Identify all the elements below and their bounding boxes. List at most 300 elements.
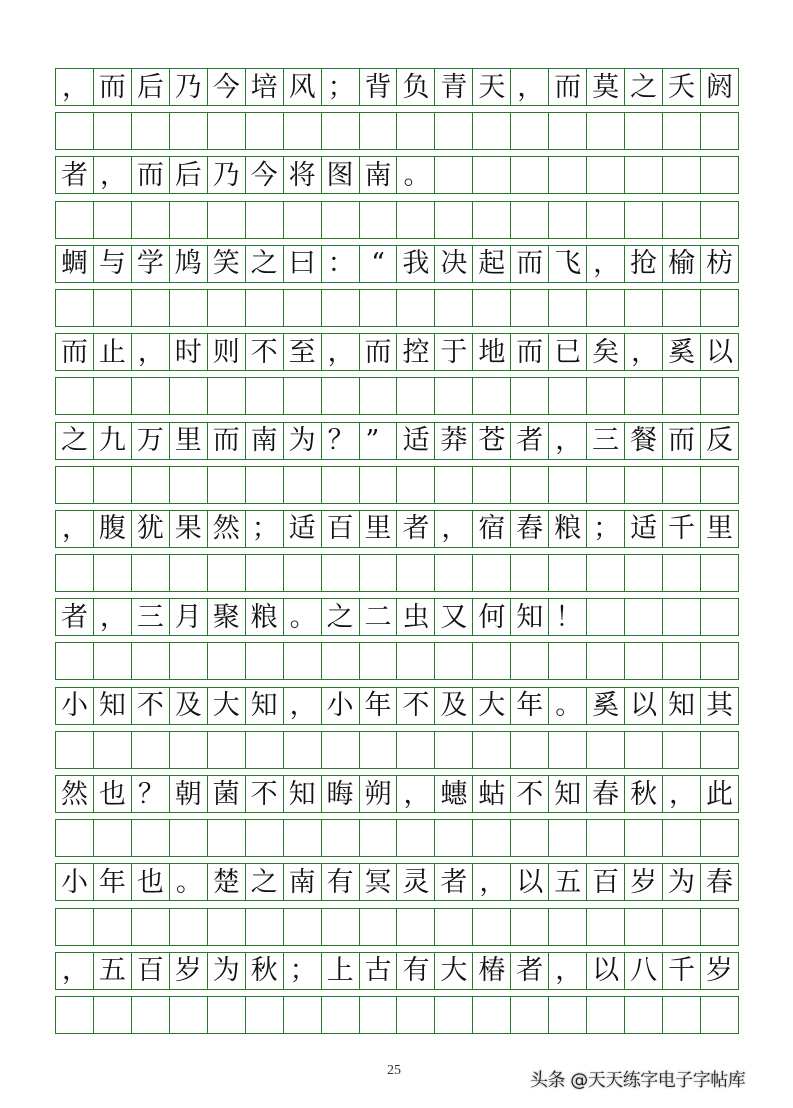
blank-cell xyxy=(132,113,170,149)
blank-practice-row xyxy=(55,466,739,504)
blank-cell xyxy=(435,643,473,679)
blank-cell xyxy=(435,732,473,768)
blank-cell xyxy=(473,113,511,149)
blank-cell xyxy=(625,732,663,768)
text-row xyxy=(55,156,739,194)
character-cell: 菌 xyxy=(208,776,246,812)
blank-cell xyxy=(208,378,246,414)
blank-cell xyxy=(284,467,322,503)
blank-practice-row xyxy=(55,289,739,327)
character-cell: ； xyxy=(246,511,284,547)
character-cell: 而 xyxy=(208,423,246,459)
character-cell: 果 xyxy=(170,511,208,547)
blank-cell xyxy=(94,820,132,856)
blank-cell xyxy=(587,909,625,945)
blank-cell xyxy=(397,555,435,591)
blank-practice-row xyxy=(55,201,739,239)
character-cell: ， xyxy=(56,953,94,989)
blank-practice-row xyxy=(55,996,739,1034)
character-cell: 天 xyxy=(473,69,511,105)
character-cell: 椿 xyxy=(473,953,511,989)
character-cell: 也 xyxy=(94,776,132,812)
blank-cell xyxy=(397,290,435,326)
blank-cell xyxy=(701,997,739,1033)
blank-cell xyxy=(94,997,132,1033)
character-cell: 已 xyxy=(549,334,587,370)
character-cell: 而 xyxy=(663,423,701,459)
blank-cell xyxy=(701,555,739,591)
blank-cell xyxy=(587,732,625,768)
character-cell: 里 xyxy=(170,423,208,459)
blank-cell xyxy=(701,820,739,856)
character-cell: ， xyxy=(284,688,322,724)
blank-cell xyxy=(587,997,625,1033)
blank-cell xyxy=(587,378,625,414)
character-cell: 春 xyxy=(701,864,739,900)
blank-cell xyxy=(511,113,549,149)
character-cell: ？ xyxy=(322,423,360,459)
blank-cell xyxy=(208,555,246,591)
character-cell: ， xyxy=(56,69,94,105)
character-cell: 百 xyxy=(132,953,170,989)
character-cell: ， xyxy=(587,246,625,282)
blank-cell xyxy=(435,820,473,856)
character-cell: 之 xyxy=(246,864,284,900)
blank-cell xyxy=(549,643,587,679)
character-cell xyxy=(587,157,625,193)
character-cell: ， xyxy=(132,334,170,370)
blank-cell xyxy=(284,202,322,238)
blank-cell xyxy=(511,997,549,1033)
character-cell xyxy=(511,157,549,193)
blank-cell xyxy=(322,467,360,503)
blank-cell xyxy=(511,820,549,856)
blank-cell xyxy=(208,643,246,679)
blank-cell xyxy=(94,643,132,679)
character-cell: 粮 xyxy=(246,599,284,635)
blank-cell xyxy=(701,290,739,326)
blank-cell xyxy=(511,290,549,326)
character-cell: ， xyxy=(94,157,132,193)
character-cell: 朝 xyxy=(170,776,208,812)
character-cell: 抢 xyxy=(625,246,663,282)
character-cell: 反 xyxy=(701,423,739,459)
blank-cell xyxy=(549,732,587,768)
character-cell: 万 xyxy=(132,423,170,459)
blank-practice-row xyxy=(55,642,739,680)
blank-cell xyxy=(208,997,246,1033)
blank-cell xyxy=(94,909,132,945)
blank-cell xyxy=(435,378,473,414)
blank-cell xyxy=(94,202,132,238)
character-cell: ， xyxy=(473,864,511,900)
character-cell: 岁 xyxy=(701,953,739,989)
blank-cell xyxy=(663,467,701,503)
text-row xyxy=(55,775,739,813)
character-cell: 及 xyxy=(170,688,208,724)
character-cell: 学 xyxy=(132,246,170,282)
blank-cell xyxy=(56,202,94,238)
blank-cell xyxy=(625,909,663,945)
character-cell: 里 xyxy=(701,511,739,547)
character-cell: 年 xyxy=(511,688,549,724)
character-cell: 控 xyxy=(397,334,435,370)
character-cell: “ xyxy=(360,246,398,282)
character-cell: 为 xyxy=(284,423,322,459)
blank-cell xyxy=(208,467,246,503)
character-cell: 八 xyxy=(625,953,663,989)
blank-cell xyxy=(208,290,246,326)
blank-cell xyxy=(170,909,208,945)
character-cell: 粮 xyxy=(549,511,587,547)
character-cell: 为 xyxy=(663,864,701,900)
blank-cell xyxy=(435,113,473,149)
blank-cell xyxy=(549,202,587,238)
blank-cell xyxy=(246,997,284,1033)
blank-cell xyxy=(473,290,511,326)
character-cell: 五 xyxy=(94,953,132,989)
blank-cell xyxy=(132,378,170,414)
blank-cell xyxy=(360,643,398,679)
character-cell: 蜩 xyxy=(56,246,94,282)
blank-cell xyxy=(56,820,94,856)
character-cell: ， xyxy=(549,423,587,459)
text-row xyxy=(55,952,739,990)
blank-practice-row xyxy=(55,731,739,769)
blank-cell xyxy=(246,555,284,591)
character-cell: 图 xyxy=(322,157,360,193)
blank-cell xyxy=(663,820,701,856)
blank-cell xyxy=(284,643,322,679)
blank-cell xyxy=(473,997,511,1033)
blank-cell xyxy=(246,909,284,945)
blank-cell xyxy=(701,113,739,149)
blank-cell xyxy=(170,555,208,591)
blank-cell xyxy=(435,202,473,238)
character-cell: 之 xyxy=(625,69,663,105)
character-cell: 而 xyxy=(511,334,549,370)
character-cell: 莽 xyxy=(435,423,473,459)
blank-cell xyxy=(663,732,701,768)
blank-cell xyxy=(56,909,94,945)
blank-cell xyxy=(322,290,360,326)
blank-cell xyxy=(473,467,511,503)
blank-cell xyxy=(322,909,360,945)
blank-cell xyxy=(284,378,322,414)
character-cell: 不 xyxy=(246,334,284,370)
blank-cell xyxy=(625,202,663,238)
blank-cell xyxy=(701,202,739,238)
character-cell: 知 xyxy=(94,688,132,724)
text-row xyxy=(55,333,739,371)
character-cell: 奚 xyxy=(663,334,701,370)
character-cell: 聚 xyxy=(208,599,246,635)
character-cell: 枋 xyxy=(701,246,739,282)
character-cell: 然 xyxy=(208,511,246,547)
blank-cell xyxy=(94,378,132,414)
blank-cell xyxy=(170,997,208,1033)
character-cell: 不 xyxy=(511,776,549,812)
character-cell: 里 xyxy=(360,511,398,547)
character-cell: 虫 xyxy=(397,599,435,635)
blank-cell xyxy=(473,909,511,945)
character-cell: 者 xyxy=(511,423,549,459)
character-cell: 小 xyxy=(56,688,94,724)
character-cell: 我 xyxy=(397,246,435,282)
character-cell: 鸠 xyxy=(170,246,208,282)
blank-cell xyxy=(132,997,170,1033)
blank-cell xyxy=(587,290,625,326)
character-cell: 今 xyxy=(208,69,246,105)
character-cell: 不 xyxy=(397,688,435,724)
blank-cell xyxy=(322,997,360,1033)
blank-cell xyxy=(246,643,284,679)
blank-cell xyxy=(625,290,663,326)
calligraphy-practice-grid xyxy=(55,68,739,1040)
text-row xyxy=(55,245,739,283)
blank-cell xyxy=(587,555,625,591)
blank-practice-row xyxy=(55,908,739,946)
character-cell: 何 xyxy=(473,599,511,635)
character-cell: 决 xyxy=(435,246,473,282)
character-cell: 后 xyxy=(170,157,208,193)
character-cell: ， xyxy=(435,511,473,547)
blank-cell xyxy=(246,467,284,503)
blank-cell xyxy=(56,290,94,326)
character-cell: 知 xyxy=(246,688,284,724)
character-cell: 而 xyxy=(132,157,170,193)
text-row xyxy=(55,598,739,636)
blank-cell xyxy=(360,113,398,149)
character-cell: 春 xyxy=(587,776,625,812)
character-cell: ， xyxy=(322,334,360,370)
character-cell xyxy=(625,157,663,193)
blank-cell xyxy=(246,113,284,149)
character-cell: ； xyxy=(284,953,322,989)
character-cell: 餐 xyxy=(625,423,663,459)
blank-cell xyxy=(170,113,208,149)
blank-cell xyxy=(56,378,94,414)
character-cell: 而 xyxy=(360,334,398,370)
character-cell: 其 xyxy=(701,688,739,724)
blank-cell xyxy=(625,997,663,1033)
blank-cell xyxy=(170,820,208,856)
character-cell: 之 xyxy=(56,423,94,459)
blank-cell xyxy=(473,555,511,591)
character-cell: 岁 xyxy=(625,864,663,900)
blank-cell xyxy=(511,467,549,503)
character-cell: 。 xyxy=(170,864,208,900)
character-cell: 楚 xyxy=(208,864,246,900)
character-cell: ， xyxy=(56,511,94,547)
character-cell: 年 xyxy=(360,688,398,724)
blank-cell xyxy=(246,290,284,326)
character-cell: 灵 xyxy=(397,864,435,900)
blank-cell xyxy=(701,732,739,768)
blank-cell xyxy=(170,202,208,238)
blank-cell xyxy=(284,290,322,326)
character-cell: 知 xyxy=(663,688,701,724)
character-cell: 二 xyxy=(360,599,398,635)
blank-cell xyxy=(397,378,435,414)
blank-cell xyxy=(56,467,94,503)
character-cell: 者 xyxy=(511,953,549,989)
blank-cell xyxy=(663,643,701,679)
character-cell: 大 xyxy=(473,688,511,724)
blank-cell xyxy=(625,378,663,414)
blank-cell xyxy=(397,113,435,149)
blank-practice-row xyxy=(55,377,739,415)
blank-cell xyxy=(56,732,94,768)
blank-cell xyxy=(587,202,625,238)
blank-practice-row xyxy=(55,554,739,592)
blank-cell xyxy=(132,820,170,856)
character-cell: 小 xyxy=(56,864,94,900)
character-cell: 百 xyxy=(587,864,625,900)
character-cell: 百 xyxy=(322,511,360,547)
character-cell: 。 xyxy=(284,599,322,635)
character-cell: 有 xyxy=(322,864,360,900)
character-cell: 大 xyxy=(435,953,473,989)
blank-cell xyxy=(549,467,587,503)
character-cell: 。 xyxy=(549,688,587,724)
blank-cell xyxy=(473,202,511,238)
blank-cell xyxy=(549,378,587,414)
character-cell: 朔 xyxy=(360,776,398,812)
text-row xyxy=(55,68,739,106)
blank-cell xyxy=(360,732,398,768)
character-cell: 负 xyxy=(397,69,435,105)
character-cell: 有 xyxy=(397,953,435,989)
blank-cell xyxy=(549,113,587,149)
character-cell: 南 xyxy=(360,157,398,193)
text-row xyxy=(55,687,739,725)
character-cell: 者 xyxy=(56,599,94,635)
blank-cell xyxy=(663,909,701,945)
character-cell: ， xyxy=(663,776,701,812)
blank-cell xyxy=(435,555,473,591)
blank-cell xyxy=(663,378,701,414)
character-cell: 晦 xyxy=(322,776,360,812)
blank-cell xyxy=(284,909,322,945)
character-cell: 夭 xyxy=(663,69,701,105)
blank-cell xyxy=(663,202,701,238)
blank-cell xyxy=(360,290,398,326)
character-cell: 不 xyxy=(132,688,170,724)
blank-cell xyxy=(56,113,94,149)
character-cell xyxy=(701,599,739,635)
blank-cell xyxy=(94,290,132,326)
blank-cell xyxy=(170,467,208,503)
blank-cell xyxy=(170,732,208,768)
blank-cell xyxy=(94,732,132,768)
character-cell: 而 xyxy=(549,69,587,105)
text-row xyxy=(55,863,739,901)
character-cell: 地 xyxy=(473,334,511,370)
blank-cell xyxy=(322,555,360,591)
blank-cell xyxy=(587,113,625,149)
blank-cell xyxy=(56,555,94,591)
character-cell: 蛄 xyxy=(473,776,511,812)
blank-cell xyxy=(284,997,322,1033)
character-cell: 者 xyxy=(397,511,435,547)
character-cell: 将 xyxy=(284,157,322,193)
character-cell: 矣 xyxy=(587,334,625,370)
character-cell: ； xyxy=(587,511,625,547)
character-cell: ， xyxy=(94,599,132,635)
character-cell: ， xyxy=(511,69,549,105)
character-cell: 以 xyxy=(701,334,739,370)
blank-cell xyxy=(208,732,246,768)
blank-cell xyxy=(322,202,360,238)
character-cell: 千 xyxy=(663,953,701,989)
character-cell: 小 xyxy=(322,688,360,724)
character-cell: 之 xyxy=(246,246,284,282)
character-cell: 知 xyxy=(511,599,549,635)
character-cell: 飞 xyxy=(549,246,587,282)
character-cell: 此 xyxy=(701,776,739,812)
blank-practice-row xyxy=(55,112,739,150)
character-cell: 秋 xyxy=(246,953,284,989)
character-cell: 起 xyxy=(473,246,511,282)
character-cell: 五 xyxy=(549,864,587,900)
blank-cell xyxy=(663,997,701,1033)
character-cell: 背 xyxy=(360,69,398,105)
blank-cell xyxy=(246,202,284,238)
character-cell: 风 xyxy=(284,69,322,105)
character-cell: 曰 xyxy=(284,246,322,282)
character-cell: 后 xyxy=(132,69,170,105)
character-cell: ！ xyxy=(549,599,587,635)
blank-cell xyxy=(170,378,208,414)
character-cell: 奚 xyxy=(587,688,625,724)
character-cell: ， xyxy=(625,334,663,370)
character-cell: 南 xyxy=(246,423,284,459)
blank-cell xyxy=(701,467,739,503)
blank-cell xyxy=(473,820,511,856)
blank-cell xyxy=(94,467,132,503)
character-cell: 榆 xyxy=(663,246,701,282)
blank-cell xyxy=(322,378,360,414)
blank-cell xyxy=(473,643,511,679)
character-cell: 宿 xyxy=(473,511,511,547)
character-cell: ： xyxy=(322,246,360,282)
character-cell: 阏 xyxy=(701,69,739,105)
blank-cell xyxy=(397,643,435,679)
blank-cell xyxy=(208,909,246,945)
character-cell: 冥 xyxy=(360,864,398,900)
character-cell xyxy=(435,157,473,193)
blank-cell xyxy=(625,555,663,591)
character-cell: 培 xyxy=(246,69,284,105)
blank-cell xyxy=(397,732,435,768)
character-cell: 舂 xyxy=(511,511,549,547)
character-cell: 者 xyxy=(56,157,94,193)
character-cell: 者 xyxy=(435,864,473,900)
blank-cell xyxy=(132,643,170,679)
character-cell: 又 xyxy=(435,599,473,635)
blank-cell xyxy=(208,202,246,238)
character-cell xyxy=(549,157,587,193)
character-cell: 三 xyxy=(587,423,625,459)
character-cell: 青 xyxy=(435,69,473,105)
blank-cell xyxy=(435,909,473,945)
character-cell: 苍 xyxy=(473,423,511,459)
blank-cell xyxy=(132,909,170,945)
character-cell: 而 xyxy=(94,69,132,105)
blank-cell xyxy=(625,113,663,149)
character-cell: 为 xyxy=(208,953,246,989)
